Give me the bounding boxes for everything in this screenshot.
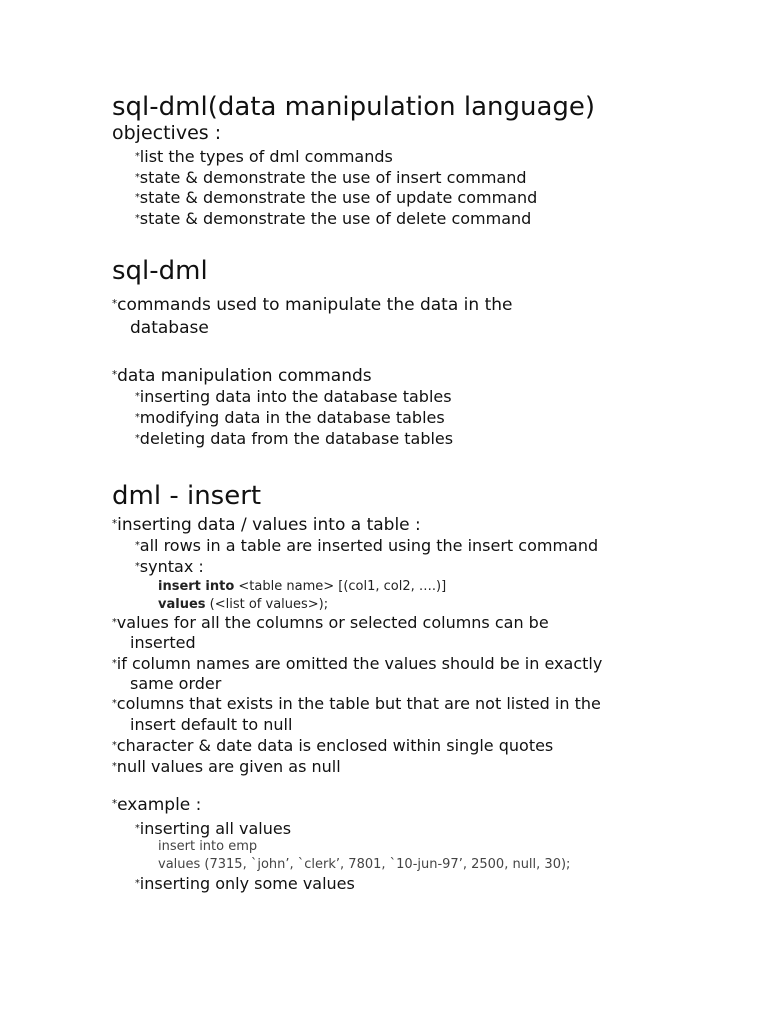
subpoint-item xyxy=(135,431,453,447)
subpoint-text: modifying data in the database tables xyxy=(139,408,445,427)
bullet: * xyxy=(112,798,118,810)
point-text: inserting data / values into a table : xyxy=(117,515,421,535)
example-code-line-2: values (7315, `john’, `clerk’, 7801, `10-jun-97’, 2500, null, 30); xyxy=(158,857,571,872)
bullet: * xyxy=(135,823,140,835)
bullet: * xyxy=(112,369,118,381)
heading-sql-dml: sql-dml xyxy=(112,256,208,286)
bullet: * xyxy=(135,213,140,225)
bullet: * xyxy=(135,172,140,184)
note-cont: insert default to null xyxy=(130,715,293,734)
note-cont: same order xyxy=(130,674,222,693)
point-text: commands used to manipulate the data in the xyxy=(117,295,513,315)
objective-item xyxy=(135,149,393,165)
example-text: example : xyxy=(117,795,202,815)
objective-text: state & demonstrate the use of delete command xyxy=(139,209,532,228)
syntax-text: (<list of values>); xyxy=(205,597,329,612)
syntax-text: <table name> [(col1, col2, ….)] xyxy=(234,579,447,594)
point-text: data manipulation commands xyxy=(117,366,372,386)
subpoint-all-rows xyxy=(135,538,598,554)
example-all-values xyxy=(135,821,291,837)
example-some-values xyxy=(135,876,355,892)
subpoint-text: all rows in a table are inserted using the insert command xyxy=(139,536,599,555)
note-text: null values are given as null xyxy=(116,757,341,776)
subpoint-item xyxy=(135,410,445,426)
heading-sql-dml-full: sql-dml(data manipulation language) xyxy=(112,92,596,122)
objective-text: state & demonstrate the use of insert command xyxy=(139,168,527,187)
bullet: * xyxy=(135,433,140,445)
example-code-line-1: insert into emp xyxy=(158,839,258,854)
bullet: * xyxy=(135,540,140,552)
bullet: * xyxy=(135,412,140,424)
objective-text: list the types of dml commands xyxy=(139,147,393,166)
bullet: * xyxy=(112,658,117,670)
subpoint-text: inserting data into the database tables xyxy=(139,387,452,406)
note-item xyxy=(112,696,601,712)
syntax-line-2 xyxy=(158,598,328,611)
note-text: character & date data is enclosed within single quotes xyxy=(116,736,554,755)
example-label xyxy=(112,797,201,814)
bullet: * xyxy=(135,391,140,403)
point-commands xyxy=(112,297,512,314)
objective-item xyxy=(135,170,527,186)
objective-item xyxy=(135,211,531,227)
objectives-label: objectives : xyxy=(112,122,222,144)
heading-dml-insert: dml - insert xyxy=(112,481,262,511)
bullet: * xyxy=(135,192,140,204)
note-item xyxy=(112,759,341,775)
note-text: values for all the columns or selected columns can be xyxy=(116,613,549,632)
objective-text: state & demonstrate the use of update command xyxy=(139,188,538,207)
keyword: insert into xyxy=(158,579,235,594)
note-text: columns that exists in the table but that are not listed in the xyxy=(116,694,601,713)
bullet: * xyxy=(112,740,117,752)
subpoint-syntax xyxy=(135,559,204,575)
point-commands-cont: database xyxy=(130,318,209,338)
subpoint-item xyxy=(135,389,452,405)
bullet: * xyxy=(135,878,140,890)
bullet: * xyxy=(112,761,117,773)
point-dml-commands xyxy=(112,368,372,385)
note-item xyxy=(112,615,549,631)
syntax-line-1 xyxy=(158,580,446,593)
bullet: * xyxy=(112,698,117,710)
bullet: * xyxy=(112,298,118,310)
note-text: if column names are omitted the values should be in exactly xyxy=(116,654,603,673)
example-text: inserting only some values xyxy=(139,874,355,893)
note-item xyxy=(112,738,553,754)
objective-item xyxy=(135,190,537,206)
bullet: * xyxy=(112,518,118,530)
subpoint-text: deleting data from the database tables xyxy=(139,429,454,448)
note-cont: inserted xyxy=(130,633,196,652)
bullet: * xyxy=(112,617,117,629)
subpoint-text: syntax : xyxy=(139,557,204,576)
bullet: * xyxy=(135,151,140,163)
bullet: * xyxy=(135,561,140,573)
example-text: inserting all values xyxy=(139,819,292,838)
point-inserting xyxy=(112,517,421,534)
note-item xyxy=(112,656,602,672)
keyword: values xyxy=(158,597,206,612)
